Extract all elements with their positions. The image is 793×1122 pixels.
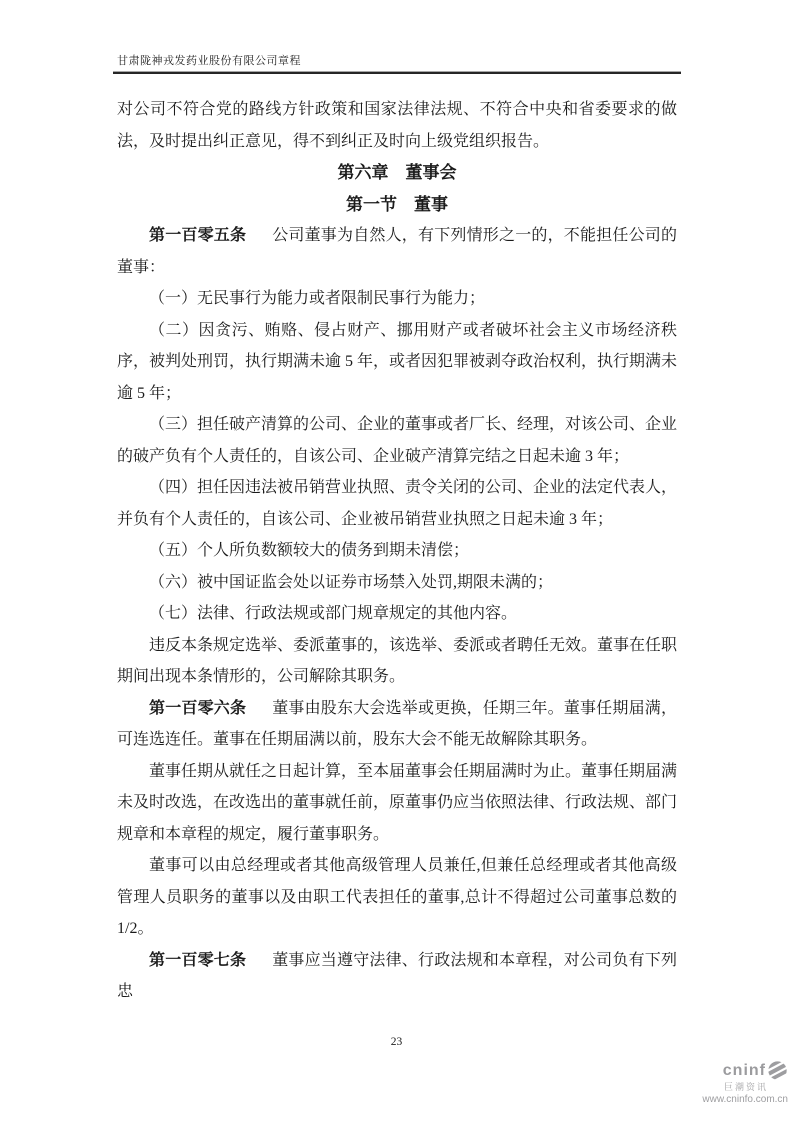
paragraph: （六）被中国证监会处以证券市场禁入处罚,期限未满的； <box>149 573 554 591</box>
paragraph: （四）担任因违法被吊销营业执照、责令关闭的公司、企业的法定代表人，并负有个人责任的，自该公司、企业被吊销营业执照之日起未逾 3 年； <box>117 479 678 528</box>
paragraph: 董事任期从就任之日起计算，至本届董事会任期届满时为止。董事任期届满未及时改选，在改选出的董事就任前，原董事仍应当依照法律、行政法规、部门规章和本章程的规定，履行董事职务。 <box>117 762 678 843</box>
cninfo-swirl-icon <box>767 1060 788 1081</box>
header-rule <box>113 71 681 74</box>
article-number: 第一百零五条 <box>149 227 247 244</box>
paragraph: （二）因贪污、贿赂、侵占财产、挪用财产或者破坏社会主义市场经济秩序，被判处刑罚，执行期满未逾 5 年，或者因犯罪被剥夺政治权利，执行期满未逾 5 年； <box>117 321 678 402</box>
page-number: 23 <box>390 1036 403 1048</box>
section-heading: 第一节 董事 <box>346 194 448 214</box>
cninfo-logo <box>680 1060 790 1105</box>
header-title: 甘肃陇神戎发药业股份有限公司章程 <box>117 55 301 67</box>
paragraph: （七）法律、行政法规或部门规章规定的其他内容。 <box>149 605 518 622</box>
paragraph: （五）个人所负数额较大的债务到期未清偿； <box>149 542 470 559</box>
article-paragraph: 第一百零五条 公司董事为自然人，有下列情形之一的，不能担任公司的董事： <box>117 227 677 276</box>
article-paragraph: 第一百零七条 董事应当遵守法律、行政法规和本章程，对公司负有下列忠 <box>117 951 677 1000</box>
cninfo-url: www.cninfo.com.cn <box>702 1094 788 1105</box>
page-header <box>113 0 681 74</box>
document-body <box>117 94 677 1008</box>
paragraph: 董事可以由总经理或者其他高级管理人员兼任,但兼任总经理或者其他高级管理人员职务的董事以及由职工代表担任的董事,总计不得超过公司董事总数的1/2。 <box>117 857 677 937</box>
article-number: 第一百零七条 <box>149 951 247 969</box>
article-number: 第一百零六条 <box>149 699 247 717</box>
cninfo-brand-text: cninf <box>722 1061 766 1079</box>
paragraph: 违反本条规定选举、委派董事的，该选举、委派或者聘任无效。董事在任职期间出现本条情形的，公司解除其职务。 <box>117 636 678 685</box>
cninfo-cn-name: 巨潮资讯 <box>723 1082 768 1092</box>
article-paragraph: 第一百零六条 董事由股东大会选举或更换，任期三年。董事任期届满，可连选连任。董事在任期届满以前，股东大会不能无故解除其职务。 <box>117 699 677 748</box>
chapter-heading: 第六章 董事会 <box>337 163 457 182</box>
paragraph-list <box>117 220 677 1008</box>
paragraph: （一）无民事行为能力或者限制民事行为能力； <box>149 290 486 307</box>
intro-paragraph: 对公司不符合党的路线方针政策和国家法律法规、不符合中央和省委要求的做法，及时提出纠正意见，得不到纠正及时向上级党组织报告。 <box>117 101 677 150</box>
cninfo-brand-row <box>680 1060 788 1081</box>
paragraph: （三）担任破产清算的公司、企业的董事或者厂长、经理，对该公司、企业的破产负有个人责任的，自该公司、企业破产清算完结之日起未逾 3 年； <box>117 416 678 465</box>
